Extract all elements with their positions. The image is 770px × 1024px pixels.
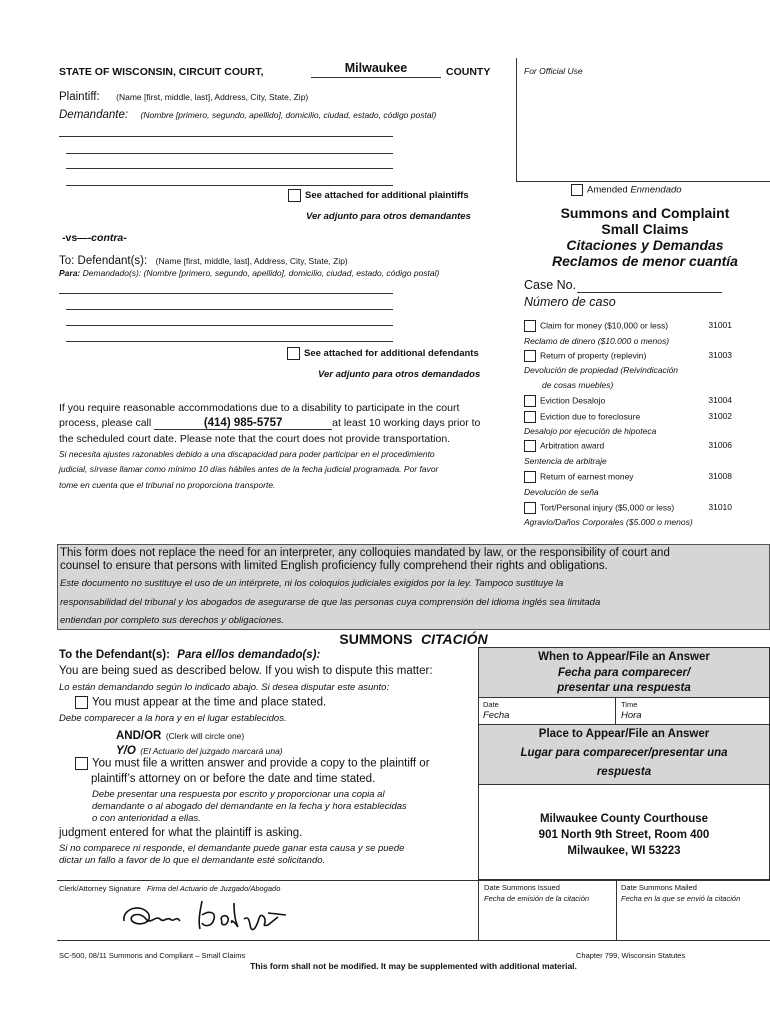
official-use-box [516,58,770,182]
signature-drawing [118,893,298,937]
claim-arbitration-checkbox[interactable] [524,440,536,452]
form-subtitle-es: Reclamos de menor cuantía [552,253,738,269]
plaintiff-line-1[interactable] [59,136,393,137]
when-title-es-2: presentar una respuesta [557,682,691,694]
accommodation-phone[interactable]: (414) 985-5757 [154,417,332,430]
defendant-line-1[interactable] [59,293,393,294]
footer-center: This form shall not be modified. It may be supplemented with additional material. [250,961,577,971]
courthouse-city: Milwaukee, WI 53223 [567,845,681,857]
county-label: COUNTY [446,66,491,78]
notice-es-3: entiendan por completo sus derechos y obligaciones. [60,615,284,626]
signature-label: Clerk/Attorney Signature Firma del Actuario de Juzgado/Abogado [59,884,281,893]
plaintiff-line-3[interactable] [66,168,393,169]
claim-property[interactable]: Return of property (replevin) 31003 [524,350,732,362]
defendant-label: To: Defendant(s): [59,255,148,267]
date-time-divider [615,697,616,724]
claim-eviction-checkbox[interactable] [524,395,536,407]
case-no-input[interactable] [577,292,722,293]
claim-property-es: Devolución de propiedad (Reivindicación [524,365,679,375]
plaintiff-hint-es: (Nombre [primero, segundo, apellido], domicilio, ciudad, estado, código postal) [140,110,437,120]
claim-arbitration[interactable]: Arbitration award 31006 [524,440,732,452]
case-no-label: Case No. [524,278,577,292]
plaintiff-hint: (Name [first, middle, last], Address, City, State, Zip) [116,92,309,102]
andor-row: AND/OR (Clerk will circle one) [116,730,245,742]
claim-earnest-money-checkbox[interactable] [524,471,536,483]
accommodation-line-2: process, please call (414) 985-5757 at least 10 working days prior to [59,417,481,429]
claim-eviction[interactable]: Eviction Desalojo 31004 [524,395,732,407]
signature-top-rule [57,880,770,881]
judgment-es-2: dictar un fallo a favor de lo que el demandante esté solicitando. [59,855,326,866]
place-title-es-1: Lugar para comparecer/presentar una [520,747,728,759]
date-label-es[interactable]: Fecha [483,710,510,721]
county-underline [311,77,441,78]
answer-es-1: Debe presentar una respuesta por escrito y proporcionar una copia al [92,789,385,800]
form-title: Summons and Complaint [560,205,730,221]
court-line: STATE OF WISCONSIN, CIRCUIT COURT, [59,66,264,78]
time-label-es[interactable]: Hora [621,710,642,721]
mailed-label-es[interactable]: Fecha en la que se envió la citación [621,894,741,903]
claim-property-checkbox[interactable] [524,350,536,362]
see-attached-defendants-checkbox[interactable] [287,347,300,360]
answer-es-3: o con anterioridad a ellas. [92,813,201,824]
accommodation-es-3: tome en cuenta que el tribunal no proporciona transporte. [59,480,276,490]
to-defendants: To the Defendant(s): Para el/los demandado(s): [59,649,321,661]
defendant-label-row [59,251,348,269]
versus-text: -vs—-contra- [62,232,127,244]
time-label: Time [621,700,638,709]
answer-es-2: demandante o al abogado del demandante en la fecha y hora establecidas [92,801,407,812]
judgment-es-1: Si no comparece ni responde, el demandante puede ganar esta causa y se puede [59,843,405,854]
official-use-label: For Official Use [524,66,583,76]
mailed-label: Date Summons Mailed [621,883,697,892]
courthouse-name: Milwaukee County Courthouse [539,813,709,825]
county-value[interactable]: Milwaukee [344,61,408,75]
plaintiff-label-es: Demandante: [59,109,129,121]
accommodation-line-1: If you require reasonable accommodations due to a disability to participate in the court [59,402,460,414]
claim-foreclosure-es: Desalojo por ejecución de hipoteca [524,426,657,436]
sued-text-es: Lo están demandando según lo indicado abajo. Si desea disputar este asunto: [59,682,390,693]
place-title-es-2: respuesta [596,766,652,778]
plaintiff-line-2[interactable] [66,153,393,154]
accommodation-es-1: Si necesita ajustes razonables debido a una discapacidad para poder participar en el procedimiento [59,449,435,459]
plaintiff-label: Plaintiff: [59,91,100,103]
amended-checkbox[interactable] [571,184,583,196]
plaintiff-line-4[interactable] [66,185,393,186]
plaintiff-label-row [59,87,308,105]
claim-money-es: Reclamo de dinero ($10.000 o menos) [524,336,670,346]
place-title: Place to Appear/File an Answer [538,728,710,740]
footer-right: Chapter 799, Wisconsin Statutes [576,951,686,960]
when-divider [479,697,769,698]
courthouse-street: 901 North 9th Street, Room 400 [538,829,710,841]
claim-tort-checkbox[interactable] [524,502,536,514]
notice-es-1: Este documento no sustituye el uso de un intérprete, ni los coloquios judiciales exigidos por la ley. Tampoco sustituye la [60,578,564,589]
defendant-line-2[interactable] [66,309,393,310]
accommodation-line-3: the scheduled court date. Please note that the court does not provide transportation. [59,433,451,445]
accommodation-es-2: judicial, sírvase llamar como mínimo 10 días hábiles antes de la fecha judicial programada. Por favor [59,464,439,474]
clerk-signature[interactable] [118,893,298,937]
when-title: When to Appear/File an Answer [538,651,710,663]
case-no-label-es: Número de caso [524,295,616,309]
claim-earnest-money-es: Devolución de seña [524,487,599,497]
claim-earnest-money[interactable]: Return of earnest money 31008 [524,471,732,483]
claim-foreclosure-checkbox[interactable] [524,411,536,423]
claim-tort[interactable]: Tort/Personal injury ($5,000 or less) 31010 [524,502,732,514]
claim-tort-es: Agravio/Daños Corporales ($5.000 o menos) [524,517,693,527]
signature-bottom-rule [57,940,770,941]
defendant-line-4[interactable] [66,341,393,342]
see-attached-plaintiffs[interactable]: See attached for additional plaintiffs [288,189,469,202]
form-title-es: Citaciones y Demandas [566,237,724,253]
yo-row: Y/O (El Actuario del juzgado marcará una) [116,745,283,757]
issued-label: Date Summons Issued [484,883,560,892]
claim-foreclosure[interactable]: Eviction due to foreclosure 31002 [524,411,732,423]
date-label: Date [483,700,499,709]
appear-option[interactable]: You must appear at the time and place stated. [75,696,326,709]
amended-option[interactable]: Amended Enmendado [571,184,682,196]
notice-es-2: responsabilidad del tribunal y los abogados de asegurarse de que las personas cuya comprensión del idioma inglés sea limitada [60,597,601,608]
footer-left: SC-500, 08/11 Summons and Compliant – Small Claims [59,951,246,960]
judgment-text: judgment entered for what the plaintiff is asking. [59,827,303,839]
signature-divider-1 [478,880,479,940]
answer-line-2: plaintiff’s attorney on or before the date and time stated. [91,773,376,785]
plaintiff-label-es-row [59,105,436,123]
see-attached-plaintiffs-es: Ver adjunto para otros demandantes [306,211,471,222]
form-subtitle: Small Claims [601,221,689,237]
answer-checkbox[interactable] [75,757,88,770]
place-divider [479,784,769,785]
see-attached-plaintiffs-checkbox[interactable] [288,189,301,202]
issued-label-es[interactable]: Fecha de emisión de la citación [484,894,590,903]
signature-divider-2 [616,880,617,940]
defendant-hint: (Name [first, middle, last], Address, City, State, Zip) [155,256,348,266]
see-attached-defendants[interactable]: See attached for additional defendants [287,347,479,360]
notice-line-2: counsel to ensure that persons with limited English proficiency fully comprehend their rights and obligations. [60,560,608,572]
defendant-hint-es: Demandado(s): (Nombre [primero, segundo, apellido], domicilio, ciudad, estado, código postal) [82,268,440,278]
claim-property-es-2: de cosas muebles) [542,380,614,390]
claim-money-checkbox[interactable] [524,320,536,332]
appear-checkbox[interactable] [75,696,88,709]
notice-line-1: This form does not replace the need for an interpreter, any colloquies mandated by law, or the responsibility of court and [60,547,670,559]
appear-option-es: Debe comparecer a la hora y en el lugar establecidos. [59,713,287,724]
defendant-label-es-row [59,268,439,278]
sued-text: You are being sued as described below. If you wish to dispute this matter: [59,665,433,677]
defendant-label-es: Para: [59,268,81,278]
summons-heading: SUMMONS CITACIÓN [339,631,488,647]
answer-option[interactable]: You must file a written answer and provide a copy to the plaintiff or [75,757,430,770]
claim-arbitration-es: Sentencia de arbitraje [524,456,607,466]
defendant-line-3[interactable] [66,325,393,326]
claim-money[interactable]: Claim for money ($10,000 or less) 31001 [524,320,732,332]
see-attached-defendants-es: Ver adjunto para otros demandados [318,369,481,380]
when-title-es-1: Fecha para comparecer/ [557,667,691,679]
